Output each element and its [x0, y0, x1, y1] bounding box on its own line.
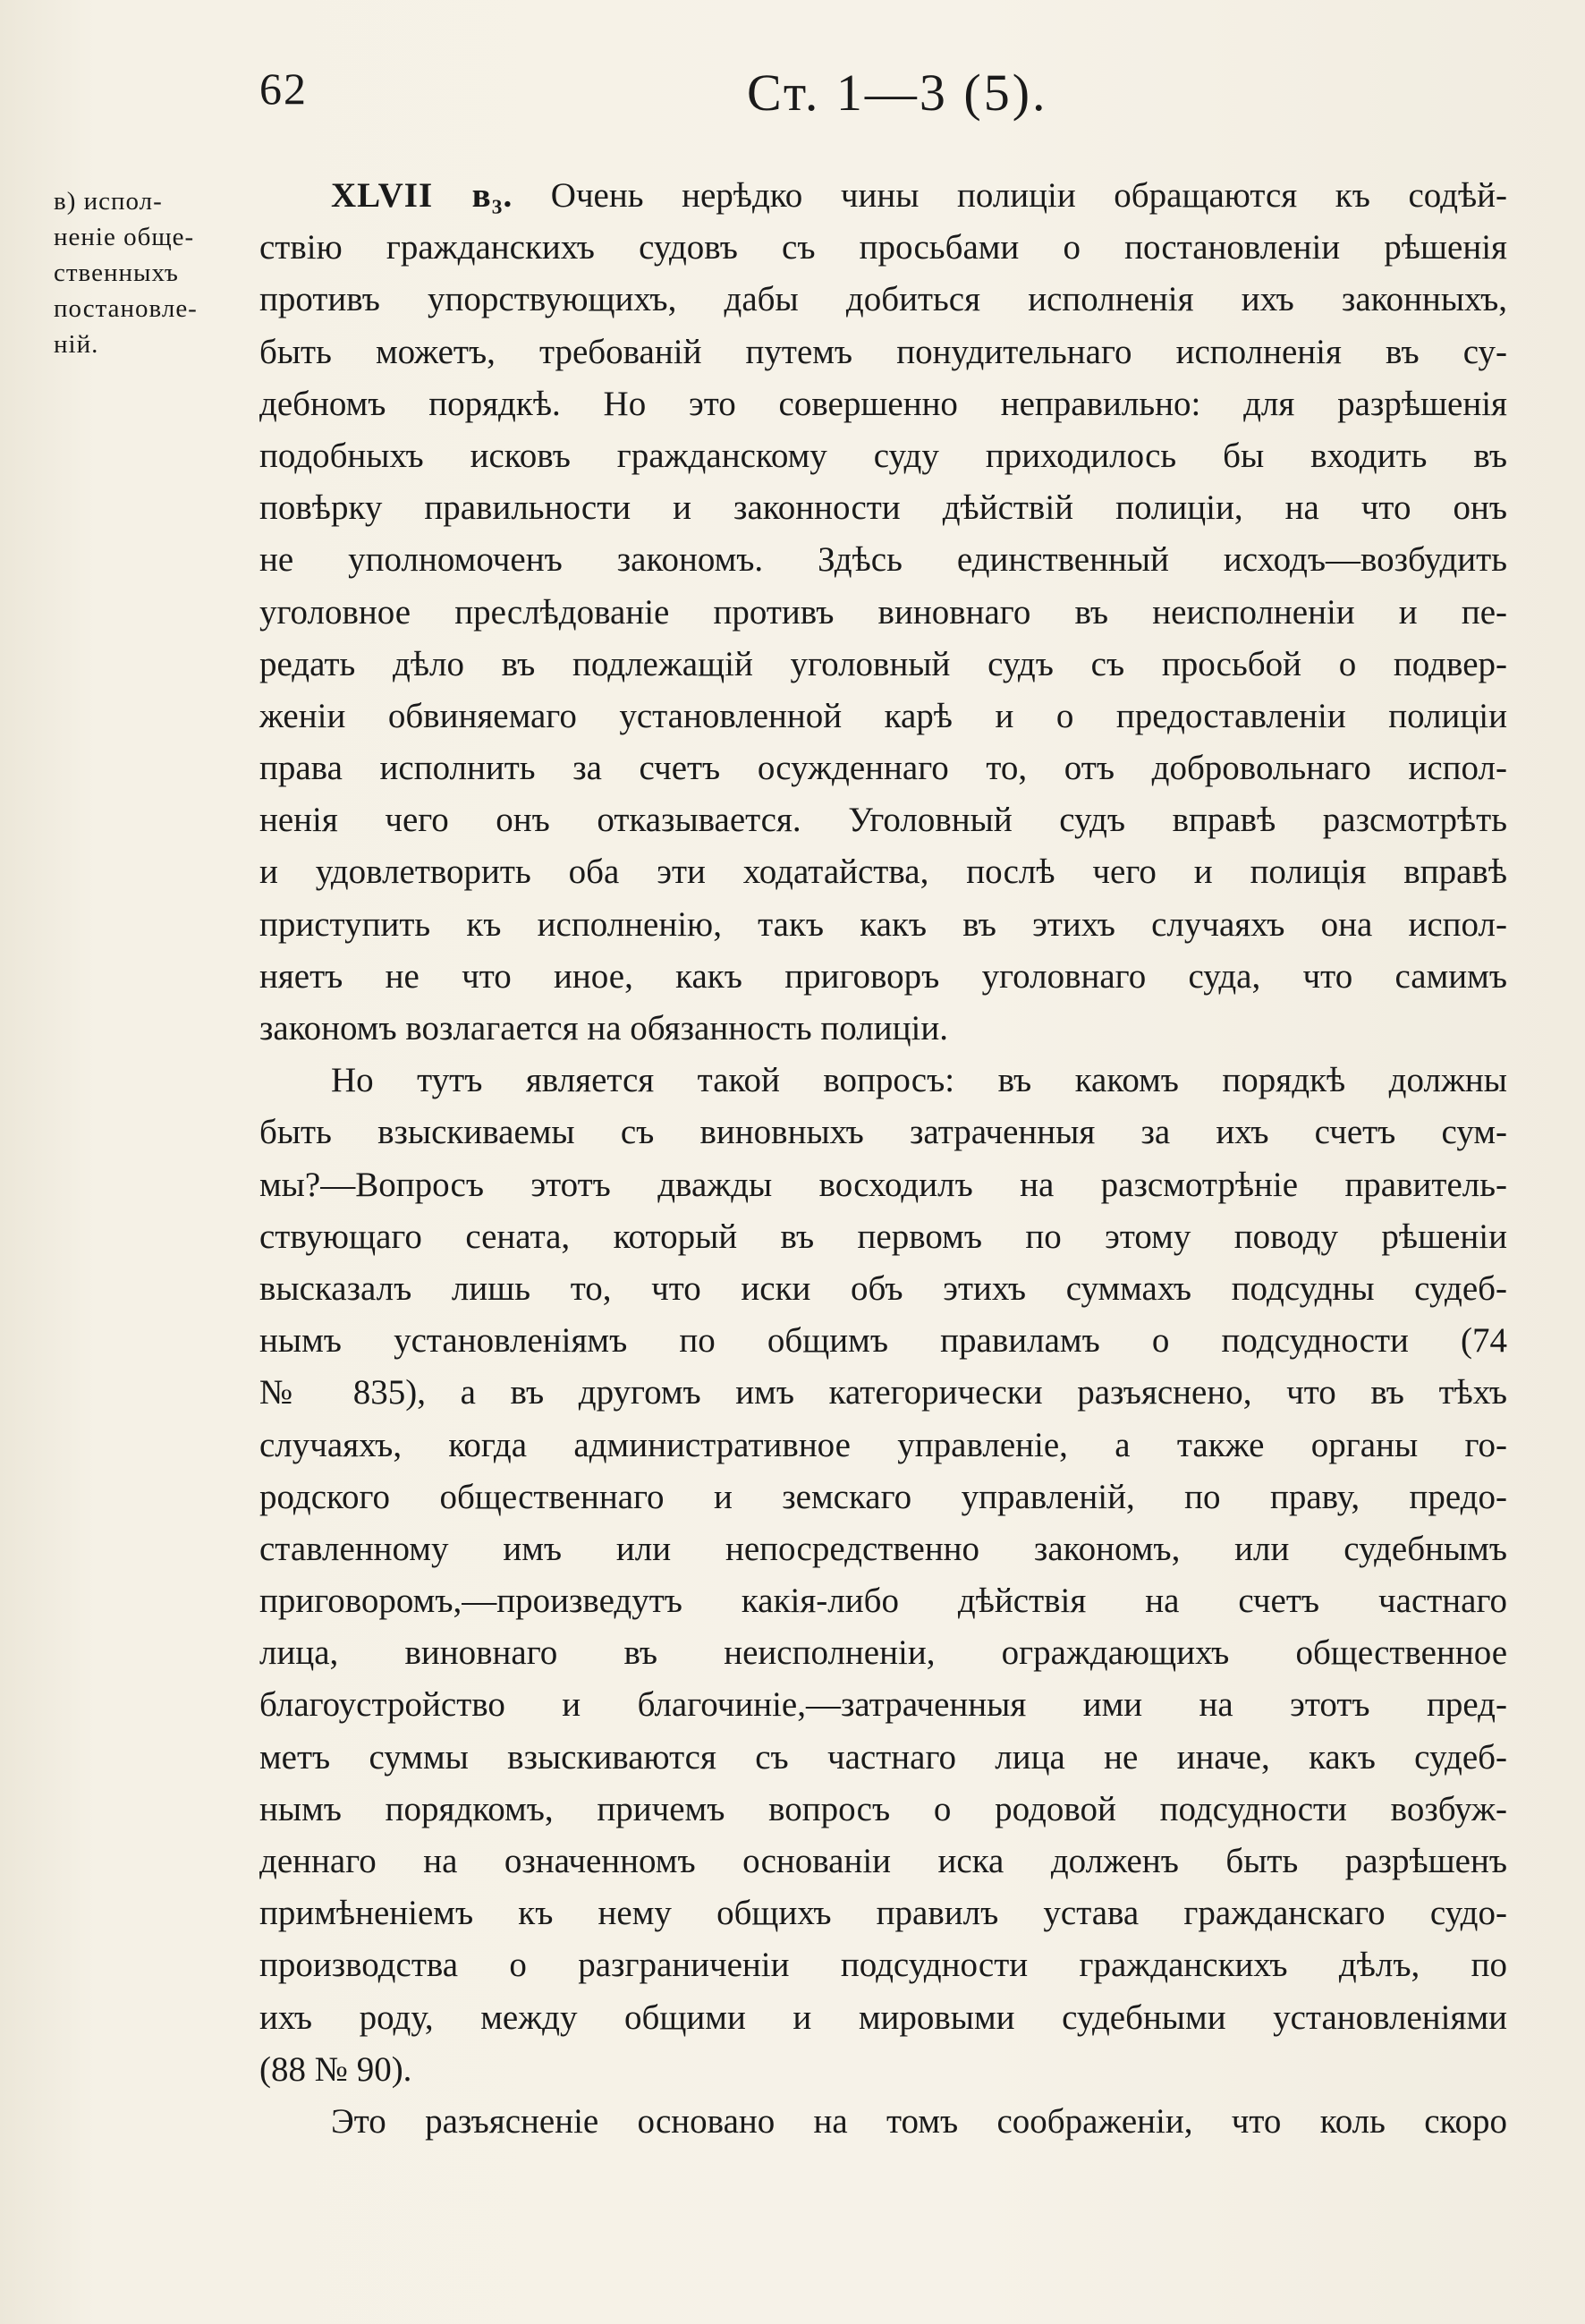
- text-line: производства о разграниченіи подсудности гражданскихъ дѣлъ, по: [259, 1946, 1507, 1985]
- text-line: противъ упорствующихъ, дабы добиться исполненія ихъ законныхъ,: [259, 280, 1507, 319]
- text-line: нымъ порядкомъ, причемъ вопросъ о родовой подсудности возбуж-: [259, 1789, 1507, 1828]
- margin-note-line: ній.: [54, 330, 99, 359]
- paragraph-2: [259, 1055, 1507, 2096]
- margin-note-line: постановле-: [54, 294, 198, 323]
- margin-note-line: ственныхъ: [54, 259, 179, 287]
- text-line: ненія чего онъ отказывается. Уголовный судъ вправѣ разсмотрѣть: [259, 801, 1507, 840]
- text-line: ставленному имъ или непосредственно закономъ, или судебнымъ: [259, 1529, 1507, 1568]
- text-line: права исполнить за счетъ осужденнаго то, отъ добровольнаго испол-: [259, 749, 1507, 788]
- text-line: мы?—Вопросъ этотъ дважды восходилъ на разсмотрѣніе правитель-: [259, 1165, 1507, 1204]
- text-line: уголовное преслѣдованіе противъ виновнаго въ неисполненіи и пе-: [259, 592, 1507, 632]
- text-line: женіи обвиняемаго установленной карѣ и о предоставленіи полиціи: [259, 696, 1507, 735]
- text-line: (88 № 90).: [259, 2049, 412, 2089]
- section-mark: XLVII в₃.: [331, 176, 513, 215]
- text-line: и удовлетворить оба эти ходатайства, послѣ чего и полиція вправѣ: [259, 852, 1507, 892]
- text-line: XLVII в₃. Очень нерѣдко чины полиціи обращаются къ содѣй-: [331, 176, 1508, 215]
- text-line: приговоромъ,—произведутъ какія-либо дѣйствія на счетъ частнаго: [259, 1582, 1507, 1621]
- text-line: ствію гражданскихъ судовъ съ просьбами о постановленіи рѣшенія: [259, 228, 1507, 267]
- margin-note-line: в) испол-: [54, 187, 163, 216]
- text-line: быть можетъ, требованій путемъ понудительнаго исполненія въ су-: [259, 332, 1507, 371]
- text-line: ствующаго сената, который въ первомъ по этому поводу рѣшеніи: [259, 1217, 1507, 1256]
- text-line: благоустройство и благочиніе,—затраченныя ими на этотъ пред-: [259, 1685, 1507, 1725]
- text-line: Но тутъ является такой вопросъ: въ какомъ порядкѣ должны: [331, 1061, 1507, 1100]
- text-line: повѣрку правильности и законности дѣйствій полиціи, на что онъ: [259, 488, 1507, 528]
- text-line: няетъ не что иное, какъ приговоръ уголовнаго суда, что самимъ: [259, 956, 1507, 996]
- paragraph-3: [259, 2096, 1507, 2148]
- text-line: высказалъ лишь то, что иски объ этихъ суммахъ подсудны судеб-: [259, 1268, 1507, 1308]
- text-line: № 835), а въ другомъ имъ категорически разъяснено, что въ тѣхъ: [259, 1373, 1507, 1412]
- text-line: лица, виновнаго въ неисполненіи, ограждающихъ общественное: [259, 1633, 1507, 1673]
- text-line: Это разъясненіе основано на томъ соображеніи, что коль скоро: [331, 2101, 1507, 2141]
- paragraph-1: [259, 170, 1507, 1055]
- text-line: случаяхъ, когда административное управленіе, а также органы го-: [259, 1425, 1507, 1464]
- text-line: не уполномоченъ закономъ. Здѣсь единственный исходъ—возбудить: [259, 540, 1507, 580]
- text-line: приступить къ исполненію, такъ какъ въ этихъ случаяхъ она испол-: [259, 904, 1507, 944]
- text-line: ихъ роду, между общими и мировыми судебными установленіями: [259, 1997, 1507, 2037]
- page-header: [0, 63, 1585, 134]
- text-line: метъ суммы взыскиваются съ частнаго лица не иначе, какъ судеб-: [259, 1737, 1507, 1777]
- text-line: деннаго на означенномъ основаніи иска долженъ быть разрѣшенъ: [259, 1842, 1507, 1880]
- text-line: примѣненіемъ къ нему общихъ правилъ устава гражданскаго судо-: [259, 1894, 1507, 1933]
- text-line: закономъ возлагается на обязанность полиціи.: [259, 1009, 948, 1047]
- margin-note: [54, 183, 246, 362]
- body-text: [259, 170, 1507, 2148]
- page-number: 62: [259, 64, 308, 114]
- text-line: подобныхъ исковъ гражданскому суду приходилось бы входить въ: [259, 436, 1507, 475]
- running-title: Ст. 1—3 (5).: [747, 64, 1048, 122]
- text-line: родского общественнаго и земскаго управленій, по праву, предо-: [259, 1477, 1507, 1516]
- text-line: быть взыскиваемы съ виновныхъ затраченныя за ихъ счетъ сум-: [259, 1113, 1507, 1152]
- text-line: редать дѣло въ подлежащій уголовный судъ съ просьбой о подвер-: [259, 644, 1507, 683]
- margin-note-line: неніе обще-: [54, 223, 195, 251]
- text-line: дебномъ порядкѣ. Но это совершенно неправильно: для разрѣшенія: [259, 384, 1507, 423]
- text-line: нымъ установленіямъ по общимъ правиламъ о подсудности (74: [259, 1321, 1507, 1361]
